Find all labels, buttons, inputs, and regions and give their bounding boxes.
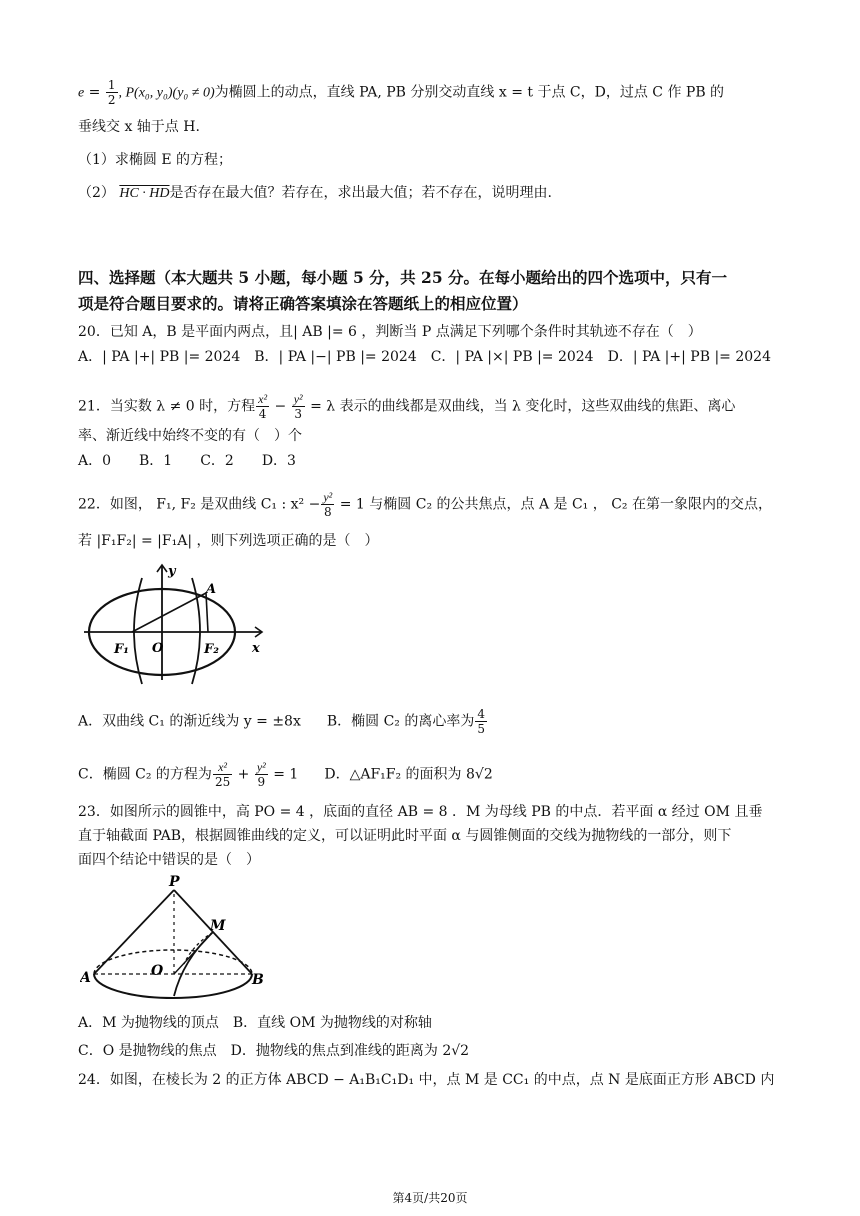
generatrix-pa xyxy=(94,890,174,974)
q22-stem: 22．如图， F₁, F₂ 是双曲线 C₁ : x² − $\frac{\text{y²}}{8}$ = 1 与椭圆 C₂ 的公共焦点，点 A 是 C₁ ， C₂ 在第一象限内的交点， xyxy=(78,490,772,519)
q21-line-2: 率、渐近线中始终不变的有（ ）个 xyxy=(78,428,302,444)
fraction: $\frac{\text{x²}}{25}$ xyxy=(214,760,231,789)
fraction: $\frac{1}{2}$ xyxy=(107,78,116,107)
q23-options-cd: C．O 是抛物线的焦点 D．抛物线的焦点到准线的距离为 2√2 xyxy=(78,1043,470,1059)
fraction: $\frac{\text{y²}}{9}$ xyxy=(256,760,266,789)
fraction: $\frac{\text{y²}}{8}$ xyxy=(323,490,333,519)
prev-line-2: 垂线交 x 轴于点 H. xyxy=(78,119,200,135)
segment-f1-a xyxy=(132,593,206,632)
prev-question-2: （2） HC · HD是否存在最大值？若存在，求出最大值；若不存在，说明理由. xyxy=(78,185,552,201)
point-p-label: P xyxy=(169,874,180,890)
point-b-label: B xyxy=(252,972,264,988)
point-a-label: A xyxy=(206,582,217,597)
cone-base-front xyxy=(94,974,252,998)
point-o-label: O xyxy=(151,963,164,979)
q20-stem: 20．已知 A，B 是平面内两点，且| AB |= 6 ，判断当 P 点满足下列哪个条件时其轨迹不存在（ ） xyxy=(78,324,702,340)
fraction: $\frac{\text{y²}}{3}$ xyxy=(293,392,303,421)
ellipse-hyperbola-figure xyxy=(80,560,270,685)
page-footer: 第4页/共20页 xyxy=(392,1191,468,1205)
point-m-label: M xyxy=(210,918,226,934)
fraction: $\frac{\text{x²}}{4}$ xyxy=(258,392,268,421)
q23-options-ab: A．M 为抛物线的顶点 B．直线 OM 为抛物线的对称轴 xyxy=(78,1015,432,1031)
section-heading-line-1: 四、选择题（本大题共 5 小题，每小题 5 分，共 25 分。在每小题给出的四个选项中，只有一 xyxy=(78,268,728,287)
q23-line-2: 直于轴截面 PAB，根据圆锥曲线的定义，可以证明此时平面 α 与圆锥侧面的交线为抛物线的一部分，则下 xyxy=(78,828,732,844)
q22-line-2: 若 |F₁F₂| = |F₁A| ，则下列选项正确的是（ ） xyxy=(78,533,379,549)
q22-options-ab: A．双曲线 C₁ 的渐近线为 y = ±8x B．椭圆 C₂ 的离心率为 $\frac{4}{5}$ xyxy=(78,707,486,736)
q21-options: A．0 B．1 C．2 D．3 xyxy=(78,453,296,469)
vector-product: HC · HD xyxy=(119,186,170,201)
prev-line-1: e = $\frac{1}{2}$ , P(x₀, y₀)(y₀ ≠ 0)为椭圆上的动点，直线 PA, PB 分别交动直线 x = t 于点 C，D，过点 C 作 PB 的 xyxy=(78,78,725,107)
q23-line-1: 23．如图所示的圆锥中，高 PO = 4 ，底面的直径 AB = 8 ．M 为母线 PB 的中点．若平面 α 经过 OM 且垂 xyxy=(78,804,763,820)
fraction: $\frac{4}{5}$ xyxy=(477,707,486,736)
q20-options: A．| PA |+| PB |= 2024 B．| PA |−| PB |= 2024 C．| PA |×| PB |= 2024 D．| PA |+| PB |= 2024 xyxy=(78,349,771,365)
point-a-label: A xyxy=(80,970,91,986)
q23-line-3: 面四个结论中错误的是（ ） xyxy=(78,852,260,868)
cone-base-back xyxy=(94,950,252,974)
origin-label: O xyxy=(152,641,164,656)
cone-figure xyxy=(80,872,270,1002)
q24-line-1: 24．如图，在棱长为 2 的正方体 ABCD − A₁B₁C₁D₁ 中，点 M 是 CC₁ 的中点，点 N 是底面正方形 ABCD 内 xyxy=(78,1072,775,1088)
f2-label: F₂ xyxy=(204,642,219,657)
q22-options-cd: C．椭圆 C₂ 的方程为 $\frac{\text{x²}}{25}$ + $\frac{\text{y²}}{9}$ = 1 D．△AF₁F₂ 的面积为 8√2 xyxy=(78,760,493,789)
section-heading-line-2: 项是符合题目要求的。请将正确答案填涂在答题纸上的相应位置） xyxy=(78,294,528,313)
q21-stem: 21．当实数 λ ≠ 0 时，方程 $\frac{\text{x²}}{4}$ − $\frac{\text{y²}}{3}$ = λ 表示的曲线都是双曲线，当 λ 变化时，这些双曲线的焦距、离心 xyxy=(78,392,736,421)
x-label: x xyxy=(252,641,260,656)
prev-question-1: （1）求椭圆 E 的方程； xyxy=(78,152,233,168)
parabola-curve xyxy=(174,932,213,996)
f1-label: F₁ xyxy=(114,642,129,657)
y-label: y xyxy=(168,564,176,579)
